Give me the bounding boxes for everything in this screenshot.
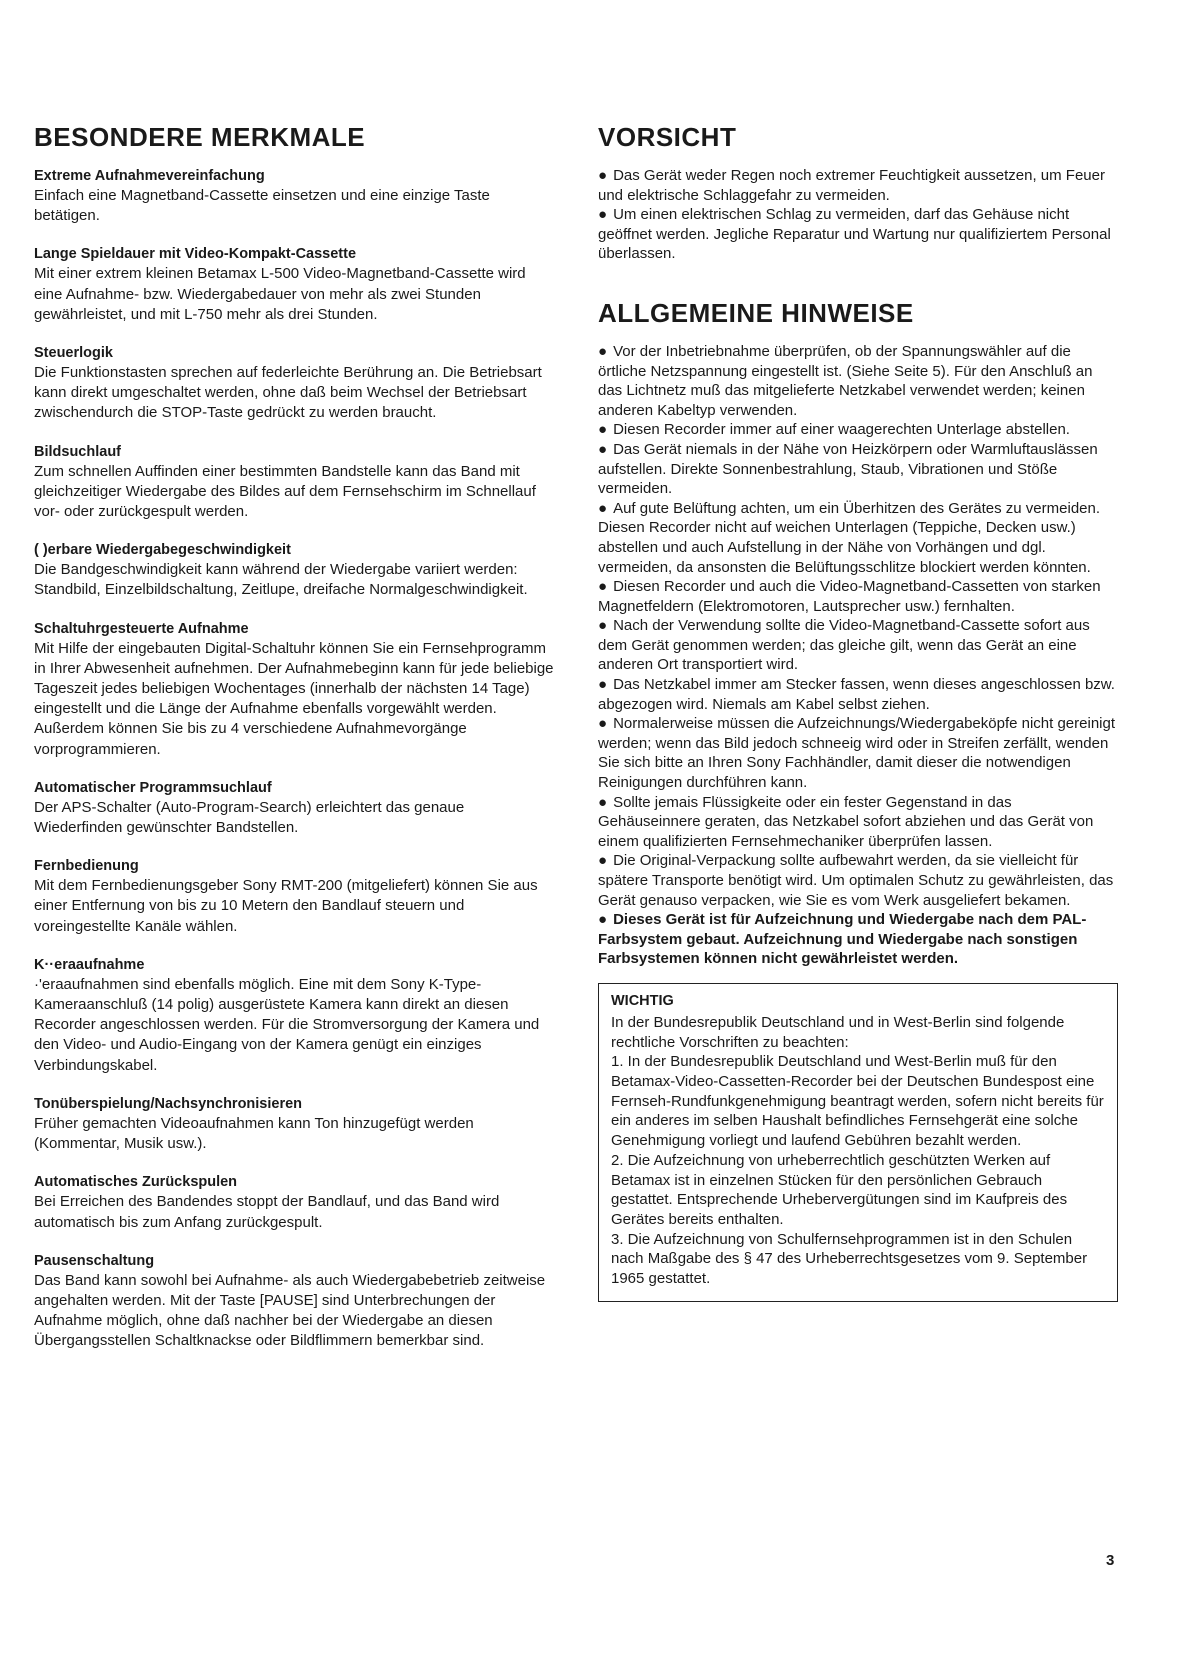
hinweis-text: Diesen Recorder und auch die Video-Magnetband-Cassetten von starken Magnetfeldern (Elektromotoren, Lautsprecher usw.) fernhalten. [598,578,1101,615]
hinweis-item [598,793,1118,852]
section-spacer [598,264,1118,298]
feature-item [34,778,554,838]
bullet-icon: ● [598,167,608,184]
feature-text: Mit einer extrem kleinen Betamax L-500 Video-Magnetband-Cassette wird eine Aufnahme- bzw. Wiedergabedauer von mehr als zwei Stunden gewährleistet, und mit L-750 mehr als drei Stunden. [34,265,526,323]
hinweis-item [598,440,1118,499]
hinweis-item [598,499,1118,577]
feature-item [34,244,554,325]
wichtig-point: 3. Die Aufzeichnung von Schulfernsehprogrammen ist in den Schulen nach Maßgabe des § 47 des Urheberrechtsgesetzes vom 9. September 1965 gestattet. [611,1230,1088,1288]
feature-heading: Fernbedienung [34,858,139,875]
left-column [34,122,554,1370]
feature-heading: Tonüberspielung/Nachsynchronisieren [34,1095,303,1112]
hinweis-text: Nach der Verwendung sollte die Video-Magnetband-Cassette sofort aus dem Gerät genommen werden; das gleiche gilt, wenn das Gerät an eine anderen Ort transportiert wird. [598,617,1090,674]
hinweis-text: Auf gute Belüftung achten, um ein Überhitzen des Gerätes zu vermeiden. Diesen Recorder nicht auf weichen Unterlagen (Teppiche, Decken usw.) abstellen und auch Aufstellung in der Nähe von Vorhängen und dgl. vermeiden, da ansonsten die Belüftungsschlitze blockiert werden könnten. [598,499,1101,576]
wichtig-box [598,983,1118,1302]
feature-heading: Automatischer Programmsuchlauf [34,779,272,796]
feature-text: Einfach eine Magnetband-Cassette einsetzen und eine einzige Taste betätigen. [34,187,490,225]
hinweis-text: Sollte jemais Flüssigkeite oder ein fester Gegenstand in das Gehäuseinnere geraten, das Netzkabel sofort abziehen und das Gerät von einem qualifizierten Fernsehmechaniker überprüfen lassen. [598,793,1094,850]
hinweis-text: Normalerweise müssen die Aufzeichnungs/Wiedergabeköpfe nicht gereinigt werden; wenn das Bild jedoch schneeig wird oder in Streifen zerfällt, wenden Sie sich bitte an Ihren Sony Fachhändler, damit dieser die notwendigen Reinigungen durchführen kann. [598,715,1116,792]
bullet-icon: ● [598,852,608,870]
feature-text: Die Bandgeschwindigkeit kann während der Wiedergabe variiert werden: Standbild, Einzelbildschaltung, Zeitlupe, dreifache Normalgeschwindigkeit. [34,561,528,599]
feature-heading: Automatisches Zurückspulen [34,1174,238,1191]
hinweis-item-pal [598,910,1118,969]
hinweis-text: Diesen Recorder immer auf einer waagerechten Unterlage abstellen. [613,421,1070,439]
vorsicht-text: Das Gerät weder Regen noch extremer Feuchtigkeit aussetzen, um Feuer und elektrische Schlaggefahr zu vermeiden. [598,167,1105,204]
bullet-icon: ● [598,421,608,439]
hinweis-text: Vor der Inbetriebnahme überprüfen, ob der Spannungswähler auf die örtliche Netzspannung eingestellt ist. (Siehe Seite 5). Für den Anschluß an das Lichtnetz muß das mitgelieferte Netzkabel verwendet werden; keinen anderen Kabeltyp verwenden. [598,342,1093,419]
section-title-allgemeine-hinweise: ALLGEMEINE HINWEISE [598,297,914,328]
feature-text: ·'eraaufnahmen sind ebenfalls möglich. Eine mit dem Sony K-Type-Kameraanschluß (14 polig) ausgerüstete Kamera kann direkt an diesen Recorder angeschlossen werden. Für die Stromversorgung der Kamera und den Video- und Audio-Eingang von der Kamera genügt ein einziges Verbindungskabel. [34,975,540,1074]
feature-text: Mit Hilfe der eingebauten Digital-Schaltuhr können Sie ein Fernsehprogramm in Ihrer Abwesenheit aufnehmen. Der Aufnahmebeginn kann für jede beliebige Tageszeit jedes beliebigen Wochentages (innerhalb der nächsten 14 Tage) eingestellt und die Länge der Aufnahme ebenfalls vorgewählt werden. Außerdem können Sie bis zu 4 verschiedene Aufnahmevorgänge vorprogrammieren. [34,639,554,758]
feature-text: Früher gemachten Videoaufnahmen kann Ton hinzugefügt werden (Kommentar, Musik usw.). [34,1114,474,1153]
feature-item [34,1172,554,1232]
feature-heading: ( )erbare Wiedergabegeschwindigkeit [34,542,291,559]
section-title-besondere-merkmale: BESONDERE MERKMALE [34,122,366,152]
hinweis-item [598,714,1118,792]
wichtig-intro: In der Bundesrepublik Deutschland und in West-Berlin sind folgende rechtliche Vorschriften zu beachten: [611,1013,1065,1051]
wichtig-point: 1. In der Bundesrepublik Deutschland und West-Berlin muß für den Betamax-Video-Cassetten-Recorder bei der Deutschen Bundespost eine Fernseh-Rundfunkgenehmigung beantragt werden, sofern nicht bereits für ein anderes im selben Haushalt befindliches Fernsehgerät eine solche Genehmigung vorliegt und laufend Gebühren bezahlt werden. [611,1053,1104,1150]
bullet-icon: ● [598,578,608,596]
feature-text: Die Funktionstasten sprechen auf federleichte Berührung an. Die Betriebsart kann direkt umgeschaltet werden, ohne daß beim Wechsel der Betriebsart zwischendurch die STOP-Taste gedrückt zu werden braucht. [34,364,542,422]
hinweis-item [598,577,1118,616]
feature-item [34,343,554,424]
feature-item [34,619,554,760]
hinweis-text: Dieses Gerät ist für Aufzeichnung und Wiedergabe nach dem PAL-Farbsystem gebaut. Aufzeichnung und Wiedergabe nach sonstigen Farbsystemen können nicht gewährleistet werden. [598,911,1087,968]
feature-item [34,442,554,523]
bullet-icon: ● [598,911,608,929]
hinweis-item [598,675,1118,714]
bullet-icon: ● [598,617,608,635]
feature-heading: Schaltuhrgesteuerte Aufnahme [34,620,249,637]
vorsicht-item [598,205,1118,264]
feature-item [34,166,554,226]
feature-item [34,1094,554,1154]
hinweis-text: Das Gerät niemals in der Nähe von Heizkörpern oder Warmluftauslässen aufstellen. Direkte Sonnenbestrahlung, Staub, Vibrationen und Stöße vermeiden. [598,440,1098,498]
hinweis-item [598,420,1118,440]
feature-heading: Lange Spieldauer mit Video-Kompakt-Cassette [34,246,357,263]
feature-item [34,540,554,600]
vorsicht-item [598,166,1118,205]
feature-text: Der APS-Schalter (Auto-Program-Search) erleichtert das genaue Wiederfinden gewünschter Bandstellen. [34,798,465,837]
feature-text: Das Band kann sowohl bei Aufnahme- als auch Wiedergabebetrieb zeitweise angehalten werden. Mit der Taste [PAUSE] sind Unterbrechungen der Aufnahme möglich, ohne daß nachher bei der Wiedergabe an diesen Übergangsstellen Schaltknackse oder Bildflimmern bemerkbar sind. [34,1271,546,1350]
feature-heading: Extreme Aufnahmevereinfachung [34,168,265,184]
bullet-icon: ● [598,440,608,458]
bullet-icon: ● [598,342,608,360]
feature-text: Zum schnellen Auffinden einer bestimmten Bandstelle kann das Band mit gleichzeitiger Wiedergabe des Bildes auf dem Fernsehschirm im Schnellauf vor- oder zurückgespult werden. [34,462,536,521]
hinweis-text: Die Original-Verpackung sollte aufbewahrt werden, da sie vielleicht für spätere Transporte benötigt wird. Um optimalen Schutz zu gewährleisten, das Gerät genauso verpacken, wie Sie es vom Werk ausgeliefert bekamen. [598,852,1114,909]
page-number: 3 [1106,1552,1115,1569]
feature-heading: Pausenschaltung [34,1252,155,1269]
feature-text: Bei Erreichen des Bandendes stoppt der Bandlauf, und das Band wird automatisch bis zum Anfang zurückgespult. [34,1193,500,1231]
hinweis-item [598,616,1118,675]
wichtig-title: WICHTIG [611,992,674,1009]
hinweis-item [598,851,1118,910]
bullet-icon: ● [598,793,608,811]
feature-heading: K··eraaufnahme [34,956,145,973]
wichtig-point: 2. Die Aufzeichnung von urheberrechtlich geschützten Werken auf Betamax ist in einzelnen Stücken für den persönlichen Gebrauch gestattet. Entsprechende Urhebervergütungen sind im Kaufpreis des Gerätes bereits enthalten. [611,1151,1068,1228]
feature-heading: Bildsuchlauf [34,443,122,460]
vorsicht-text: Um einen elektrischen Schlag zu vermeiden, darf das Gehäuse nicht geöffnet werden. Jegliche Reparatur und Wartung nur qualifiziertem Personal überlassen. [598,206,1111,263]
feature-text: Mit dem Fernbedienungsgeber Sony RMT-200 (mitgeliefert) können Sie aus einer Entfernung von bis zu 10 Metern den Bandlauf steuern und voreingestellte Kanäle wählen. [34,877,538,935]
bullet-icon: ● [598,676,608,694]
feature-heading: Steuerlogik [34,345,113,362]
bullet-icon: ● [598,715,608,733]
bullet-icon: ● [598,499,608,517]
feature-item [34,856,554,937]
right-column [598,122,1118,1302]
bullet-icon: ● [598,206,608,224]
hinweis-text: Das Netzkabel immer am Stecker fassen, wenn dieses angeschlossen bzw. abgezogen wird. Niemals am Kabel selbst ziehen. [598,676,1115,713]
hinweis-item [598,342,1118,420]
feature-item [34,955,554,1076]
feature-item [34,1251,554,1352]
section-title-vorsicht: VORSICHT [598,122,737,152]
